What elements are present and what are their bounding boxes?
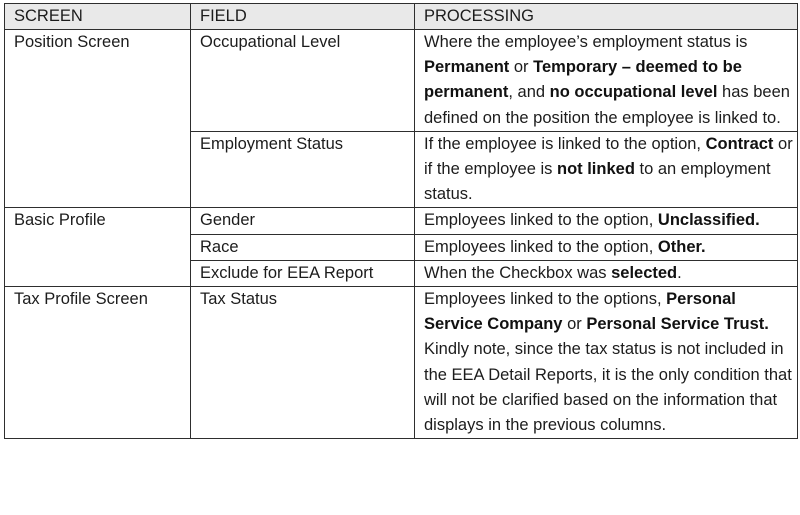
bold-term: Permanent <box>424 58 510 77</box>
text-run: Employees linked to the option, <box>424 237 658 256</box>
bold-term: selected <box>611 263 678 282</box>
table-row <box>5 208 798 234</box>
text-run: , and <box>508 83 550 102</box>
header-field: FIELD <box>191 4 415 30</box>
header-processing: PROCESSING <box>415 4 798 30</box>
table-header <box>5 4 798 30</box>
processing-cell <box>415 30 798 132</box>
field-cell-exclude-eea: Exclude for EEA Report <box>191 260 415 286</box>
bold-term: Unclassified. <box>657 211 760 230</box>
header-row <box>5 4 798 30</box>
text-run: Employees linked to the option, <box>424 211 658 230</box>
table-body <box>5 30 798 439</box>
text-run: or <box>509 58 534 77</box>
field-cell-race: Race <box>191 234 415 260</box>
bold-term: not linked <box>556 160 635 179</box>
processing-cell <box>415 234 798 260</box>
table-row <box>5 287 798 439</box>
text-run: If the employee is linked to the option, <box>424 134 706 153</box>
text-run: Where the employee’s employment status is <box>424 33 748 51</box>
eea-processing-document <box>4 3 798 439</box>
field-cell-tax-status: Tax Status <box>191 287 415 439</box>
text-run: to an employment status. <box>424 160 771 204</box>
screen-cell-tax-profile: Tax Profile Screen <box>5 287 191 439</box>
screen-cell-basic-profile: Basic Profile <box>5 208 191 287</box>
text-run: has been defined on the position the employee is linked to. <box>424 83 790 127</box>
processing-cell <box>415 260 798 286</box>
bold-term: Other. <box>657 237 706 256</box>
header-screen: SCREEN <box>5 4 191 30</box>
screen-cell-position-screen: Position Screen <box>5 30 191 208</box>
bold-term: no occupational level <box>549 83 718 102</box>
bold-term: Personal Service Company <box>424 290 736 334</box>
bold-term: Temporary – deemed to be permanent <box>424 58 742 102</box>
processing-cell <box>415 208 798 234</box>
text-run: Employees linked to the options, <box>424 290 667 309</box>
text-run: . <box>677 263 682 282</box>
text-run: When the Checkbox was <box>424 263 612 282</box>
text-run: Kindly note, since the tax status is not included in the EEA Detail Reports, it is the only condition that will not be clarified based on the information that displays in the previous columns. <box>424 340 792 435</box>
bold-term: Contract <box>705 134 774 153</box>
field-cell-occupational-level: Occupational Level <box>191 30 415 132</box>
table-row <box>5 30 798 132</box>
field-cell-gender: Gender <box>191 208 415 234</box>
field-cell-employment-status: Employment Status <box>191 131 415 208</box>
bold-term: Personal Service Trust. <box>586 315 769 334</box>
text-run: or if the employee is <box>424 134 793 179</box>
processing-cell <box>415 287 798 439</box>
text-run: or <box>562 315 587 334</box>
processing-cell <box>415 131 798 208</box>
processing-rules-table <box>4 3 798 439</box>
